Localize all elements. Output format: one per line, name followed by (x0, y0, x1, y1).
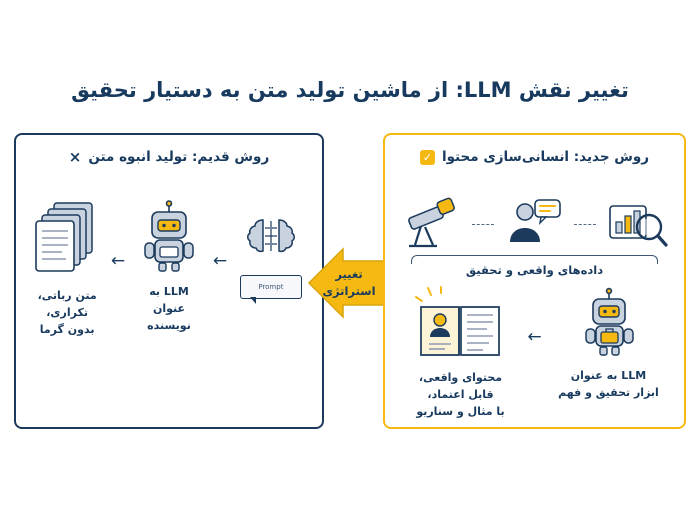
robot-caption-line2: عنوان نویسنده (147, 302, 191, 333)
old-step-robot-writer (130, 199, 208, 334)
new-step-robot-researcher (555, 287, 663, 401)
new-robot-caption-line2: ابزار تحقیق و فهم (558, 386, 659, 400)
prompt-bubble (240, 275, 302, 299)
sources-label: داده‌های واقعی و تحقیق (465, 263, 604, 277)
new-method-label: روش جدید: انسانی‌سازی محتوا (441, 149, 650, 165)
old-step-documents-caption (38, 287, 97, 338)
new-method-panel (383, 133, 686, 429)
flow-arrow-2: ← (110, 251, 126, 271)
old-method-flow (28, 199, 310, 389)
docs-caption-line2: تکراری، (46, 306, 88, 320)
book-caption-line3: با مثال و سناریو (416, 405, 505, 419)
old-method-heading (16, 149, 322, 165)
dash-connector-2 (472, 224, 494, 225)
prompt-label: Prompt (258, 283, 284, 291)
page-title: تغییر نقش LLM: از ماشین تولید متن به دستیار تحقیق (71, 78, 629, 102)
book-caption-line2: قابل اعتماد، (427, 388, 494, 402)
robot-writer-icon (134, 199, 204, 275)
book-caption-line1: محتوای واقعی، (418, 371, 503, 384)
check-icon: ✓ (420, 150, 435, 165)
new-robot-caption-line1: LLM به عنوان (570, 369, 647, 382)
telescope-icon (401, 196, 461, 252)
brain-icon (243, 199, 299, 273)
old-method-label: روش قدیم: تولید انبوه متن (88, 149, 270, 165)
open-book-icon (415, 287, 507, 361)
cross-icon: × (68, 147, 82, 166)
flow-arrow-1: ← (212, 251, 228, 271)
new-step-book (407, 287, 515, 420)
new-method-heading (385, 149, 684, 165)
document-stack-icon (30, 199, 104, 279)
robot-caption-line1: LLM به (149, 285, 189, 298)
robot-researcher-icon (576, 287, 642, 359)
old-step-prompt (232, 199, 310, 299)
research-sources-row (395, 187, 674, 261)
docs-caption-line1: متن رباتی، (37, 289, 97, 302)
old-step-robot-caption (130, 283, 208, 334)
dash-connector-1 (574, 224, 596, 225)
strategy-shift-line2: استراتژی (322, 284, 376, 298)
interview-person-icon (505, 196, 563, 252)
flow-arrow-3: ← (527, 327, 542, 347)
old-step-documents (28, 199, 106, 338)
new-step-robot-caption (558, 367, 659, 401)
new-step-book-caption (416, 369, 504, 420)
strategy-shift-line1: تغییر (335, 266, 363, 281)
new-method-flow (401, 287, 668, 417)
docs-caption-line3: بدون گرما (39, 323, 95, 337)
chart-magnifier-icon (607, 196, 669, 252)
old-method-panel (14, 133, 324, 429)
